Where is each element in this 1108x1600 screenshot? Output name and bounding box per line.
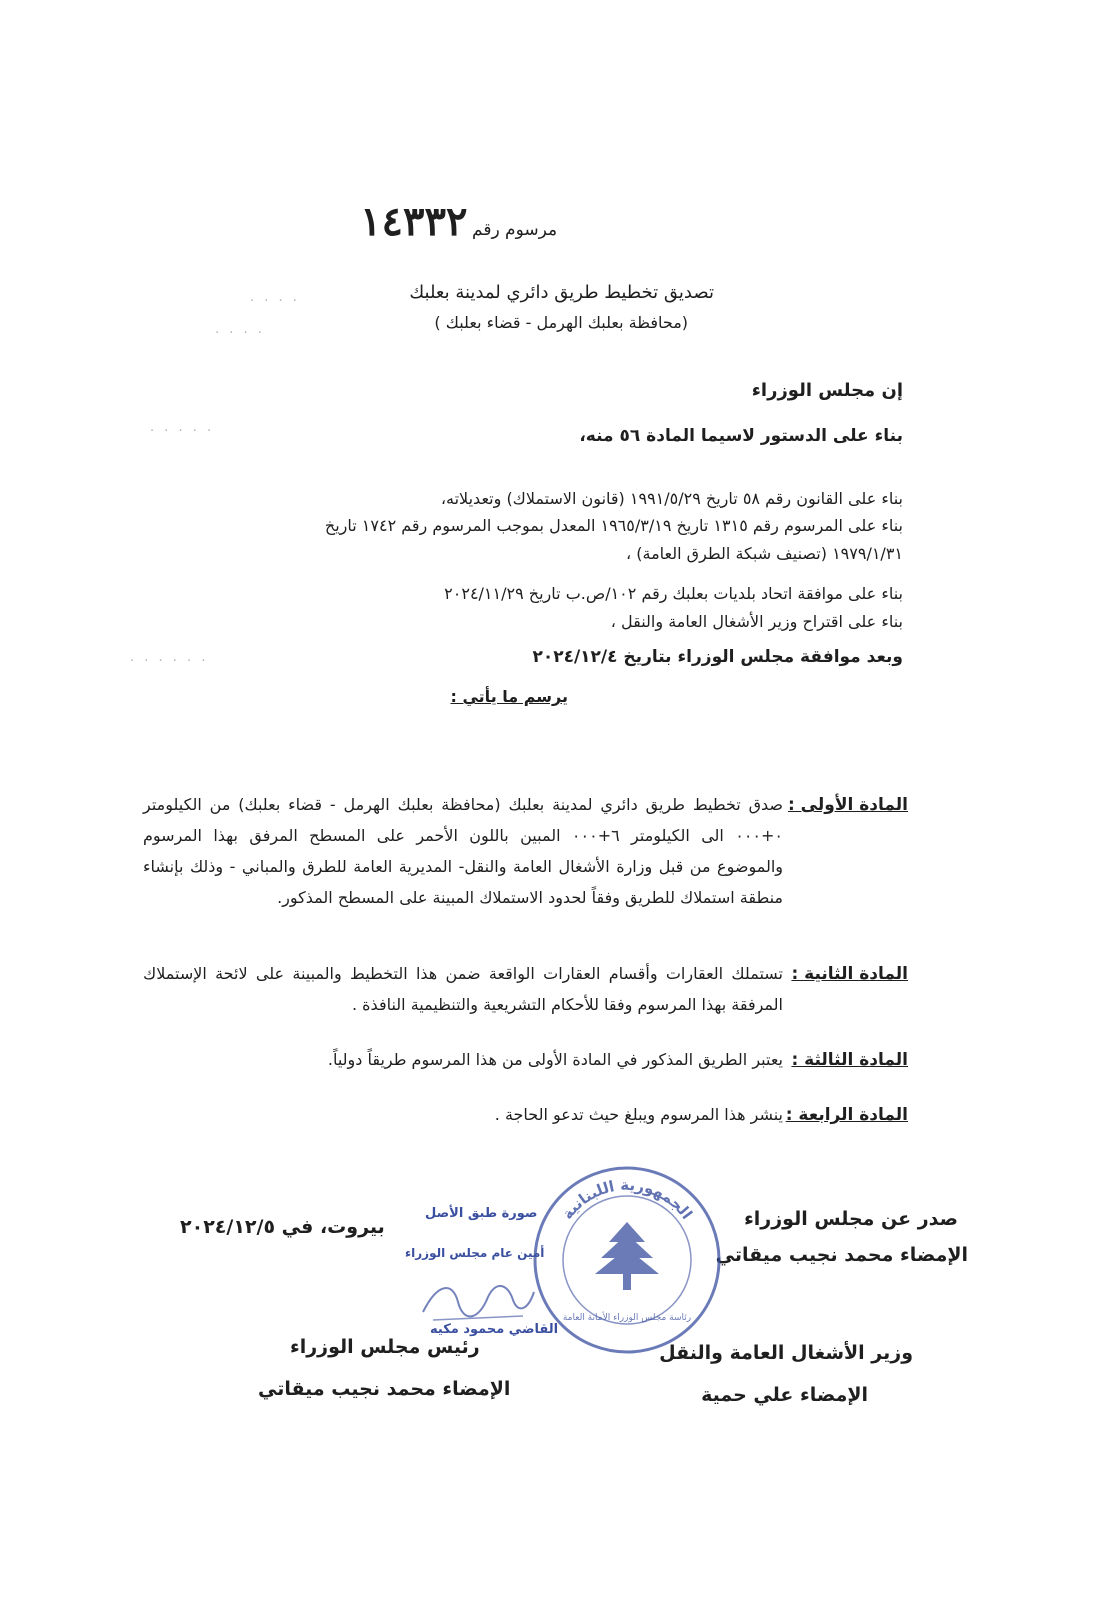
law-clause: بناء على القانون رقم ٥٨ تاريخ ١٩٩١/٥/٢٩ (قانون الاستملاك) وتعديلاته، [440,489,903,508]
secretary-title: أمين عام مجلس الوزراء [405,1246,545,1260]
article-3-text: يعتبر الطريق المذكور في المادة الأولى من هذا المرسوم طريقاً دولياً. [327,1050,783,1069]
stamp-inner-text: رئاسة مجلس الوزراء الأمانة العامة [562,1313,692,1323]
pm-signature: الإمضاء محمد نجيب ميقاتي [258,1378,511,1400]
proposal-clause: بناء على اقتراح وزير الأشغال العامة والنقل ، [610,612,903,631]
handwritten-signature [418,1272,538,1332]
place-date: بيروت، في ٢٠٢٤/١٢/٥ [180,1216,385,1238]
decree-number: ١٤٣٣٢ [360,198,468,245]
margin-mark: . . . . . [150,420,215,435]
article-3-label: المادة الثالثة : [791,1050,908,1070]
article-1-text: صدق تخطيط طريق دائري لمدينة بعلبك (محافظة بعلبك الهرمل - قضاء بعلبك) من الكيلومتر ٠+٠٠٠ الى الكيلومتر ٦+٠٠٠ المبين باللون الأحمر على المسطح المرفق بهذا المرسوم والموضوع من قبل وزارة الأشغال العامة والنقل- المديرية العامة للطرق والمباني - وذلك بإنشاء منطقة استملاك للطريق وفقاً لحدود الاستملاك المبينة على المسطح المذكور. [143,795,783,907]
approval-clause: وبعد موافقة مجلس الوزراء بتاريخ ٢٠٢٤/١٢/٤ [532,647,903,667]
decrees-clause: يرسم ما يأتي : [450,687,568,706]
article-2-text: تستملك العقارات وأقسام العقارات الواقعة ضمن هذا التخطيط والمبينة على لائحة الإستملاك المرفقة بهذا المرسوم وفقا للأحكام التشريعية والتنظيمية النافذة . [143,964,783,1014]
cedar-icon [595,1222,659,1290]
constitution-clause: بناء على الدستور لاسيما المادة ٥٦ منه، [579,426,903,446]
decree-ref-clause: بناء على المرسوم رقم ١٣١٥ تاريخ ١٩٦٥/٣/١٩ المعدل بموجب المرسوم رقم ١٧٤٢ تاريخ [324,516,903,535]
margin-mark: . . . . . . [130,650,209,665]
minister-signature: الإمضاء علي حمية [701,1384,868,1406]
margin-mark: . . . . [215,322,265,337]
minister-title: وزير الأشغال العامة والنقل [659,1342,913,1364]
article-2-label: المادة الثانية : [791,964,908,984]
issued-by: صدر عن مجلس الوزراء [744,1208,958,1230]
decree-label: مرسوم رقم [472,220,558,240]
decree-ref-clause-cont: ١٩٧٩/١/٣١ (تصنيف شبكة الطرق العامة) ، [626,544,903,563]
pm-signature-right: الإمضاء محمد نجيب ميقاتي [715,1244,968,1266]
secretary-name: القاضي محمود مكيه [430,1322,559,1337]
pm-title: رئيس مجلس الوزراء [290,1336,480,1358]
stamp-ring-text: الجمهورية اللبنانية [558,1175,696,1223]
article-1-label: المادة الأولى : [787,795,908,815]
decree-subject: تصديق تخطيط طريق دائري لمدينة بعلبك [409,282,714,303]
article-4-label: المادة الرابعة : [785,1105,908,1125]
margin-mark: . . . . [250,290,300,305]
council-heading: إن مجلس الوزراء [751,380,903,401]
official-stamp [527,1160,727,1360]
article-4-text: ينشر هذا المرسوم ويبلغ حيث تدعو الحاجة . [494,1105,783,1124]
decree-heading [360,198,580,248]
decree-subject-region: (محافظة بعلبك الهرمل - قضاء بعلبك ) [434,313,688,332]
certified-copy-label: صورة طبق الأصل [425,1206,538,1221]
municipal-clause: بناء على موافقة اتحاد بلديات بعلبك رقم ١٠٢/ص.ب تاريخ ٢٠٢٤/١١/٢٩ [444,584,903,603]
